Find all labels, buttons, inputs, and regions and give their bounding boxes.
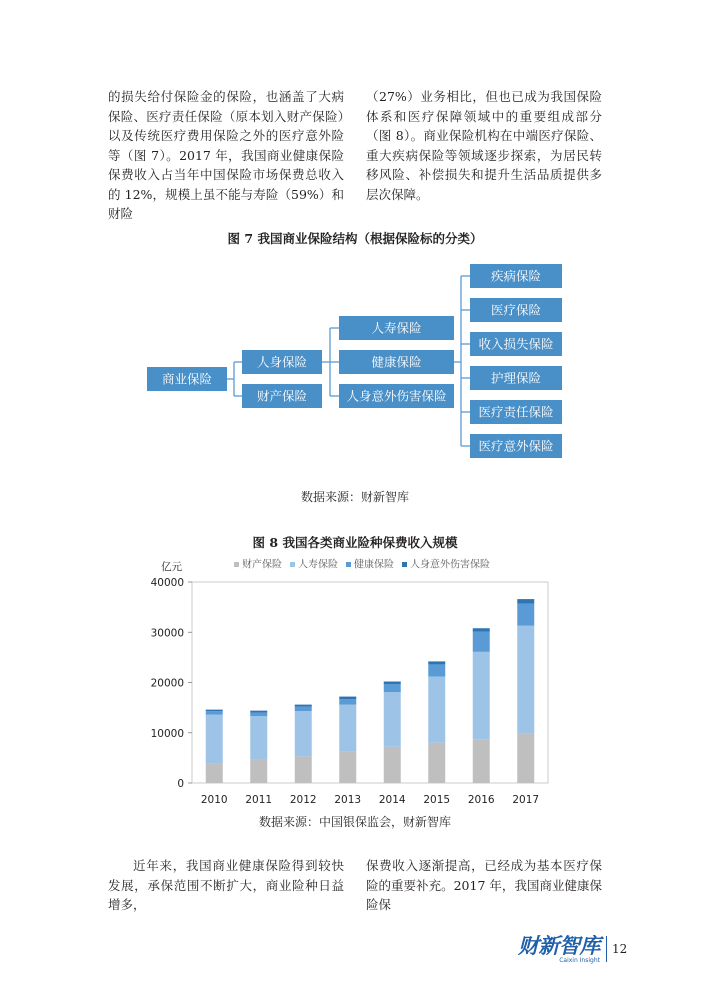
figure8-caption: 图 8 我国各类商业险种保费收入规模 (252, 535, 458, 550)
bar-segment (473, 739, 490, 783)
node-level2-2-label: 人身意外伤害保险 (346, 388, 447, 404)
bar-segment (473, 628, 490, 632)
x-tick-label: 2014 (378, 794, 406, 806)
x-tick-label: 2011 (245, 794, 273, 806)
figure7-caption: 图 7 我国商业保险结构（根据保险标的分类） (227, 231, 483, 246)
bar-segment (428, 661, 445, 664)
x-tick-label: 2010 (200, 794, 228, 806)
bar-segment (250, 713, 267, 717)
logo-subtext: Caixin Insight (559, 956, 600, 964)
x-tick-label: 2016 (467, 794, 495, 806)
bar-segment (206, 710, 223, 712)
node-root-label: 商业保险 (161, 371, 213, 387)
bar-segment (295, 756, 312, 783)
x-tick-label: 2013 (334, 794, 362, 806)
figure8-source: 数据来源：中国银保监会，财新智库 (258, 815, 451, 829)
bar-segment (339, 697, 356, 700)
node-level3-5-label: 医疗意外保险 (478, 438, 554, 454)
x-tick-label: 2012 (289, 794, 317, 806)
node-level3-4-label: 医疗责任保险 (478, 404, 554, 420)
bar-segment (517, 734, 534, 783)
legend-label: 健康保险 (354, 559, 394, 571)
bar-segment (473, 632, 490, 652)
node-level2-0-label: 人寿保险 (371, 320, 422, 336)
bar-segment (384, 681, 401, 684)
node-level2-1-label: 健康保险 (371, 354, 422, 370)
bar-segment (206, 763, 223, 783)
paragraph-bottom-left: 近年来，我国商业健康保险得到较快发展，承保范围不断扩大，商业险种日益增多， (108, 858, 344, 912)
legend-label: 人身意外伤害保险 (410, 559, 490, 571)
bar-segment (339, 752, 356, 783)
premium-income-chart (0, 552, 710, 807)
bar-segment (384, 692, 401, 747)
node-level3-3-label: 护理保险 (490, 370, 542, 386)
bar-segment (250, 760, 267, 783)
bar-segment (250, 716, 267, 760)
node-level1-0-label: 人身保险 (256, 354, 308, 370)
bar-segment (473, 652, 490, 739)
legend-swatch (346, 562, 351, 567)
bar-segment (384, 684, 401, 692)
node-level3-0-label: 疾病保险 (490, 268, 542, 284)
caixin-insight-logo (518, 932, 627, 966)
node-level3-2-label: 收入损失保险 (478, 336, 554, 352)
bar-segment (428, 664, 445, 676)
legend-swatch (402, 562, 407, 567)
insurance-structure-diagram (0, 258, 710, 468)
legend-swatch (290, 562, 295, 567)
bar-segment (517, 626, 534, 734)
y-axis-label: 亿元 (161, 561, 182, 573)
paragraph-bottom-right: 保费收入逐渐提高，已经成为基本医疗保险的重要补充。2017 年，我国商业健康保险保 (366, 858, 602, 912)
node-level1-1-label: 财产保险 (256, 388, 308, 404)
y-tick-label: 0 (177, 778, 184, 790)
bar-segment (339, 705, 356, 752)
paragraph-top-right: （27%）业务相比，但也已成为我国保险体系和医疗保障领域中的重要组成部分（图 8）。商业保险机构在中端医疗保险、重大疾病保险等领域逐步探索，为居民转移风险、补偿损失和提升生活品质提供多层次保障。 (366, 89, 602, 202)
y-tick-label: 10000 (150, 727, 184, 740)
bar-segment (295, 707, 312, 712)
bar-segment (384, 747, 401, 783)
node-level3-1-label: 医疗保险 (490, 302, 542, 318)
y-tick-label: 20000 (150, 677, 184, 690)
footer-divider (606, 936, 607, 962)
bar-segment (295, 711, 312, 756)
legend-label: 人寿保险 (298, 559, 338, 571)
x-tick-label: 2015 (423, 794, 451, 806)
plot-frame (192, 582, 548, 783)
bar-segment (339, 699, 356, 705)
x-tick-label: 2017 (512, 794, 540, 806)
bar-segment (517, 604, 534, 626)
paragraph-top-left: 的损失给付保险金的保险，也涵盖了大病保险、医疗责任保险（原本划入财产保险）以及传统医疗费用保险之外的医疗意外险等（图 7）。2017 年，我国商业健康保险保费收入占当年中国保险市场保费总收入的 12%，规模上虽不能与寿险（59%）和财险 (108, 89, 344, 221)
logo-text: 财新智库 (518, 933, 600, 958)
bar-segment (206, 711, 223, 715)
figure7-source: 数据来源：财新智库 (300, 490, 409, 504)
legend-label: 财产保险 (242, 559, 282, 571)
bar-segment (295, 705, 312, 707)
bar-segment (428, 743, 445, 783)
page-number: 12 (612, 942, 628, 956)
legend-swatch (234, 562, 239, 567)
y-tick-label: 30000 (150, 627, 184, 640)
y-tick-label: 40000 (150, 577, 184, 589)
bar-segment (206, 715, 223, 764)
bar-segment (428, 676, 445, 742)
bar-segment (250, 711, 267, 713)
bar-segment (517, 599, 534, 604)
